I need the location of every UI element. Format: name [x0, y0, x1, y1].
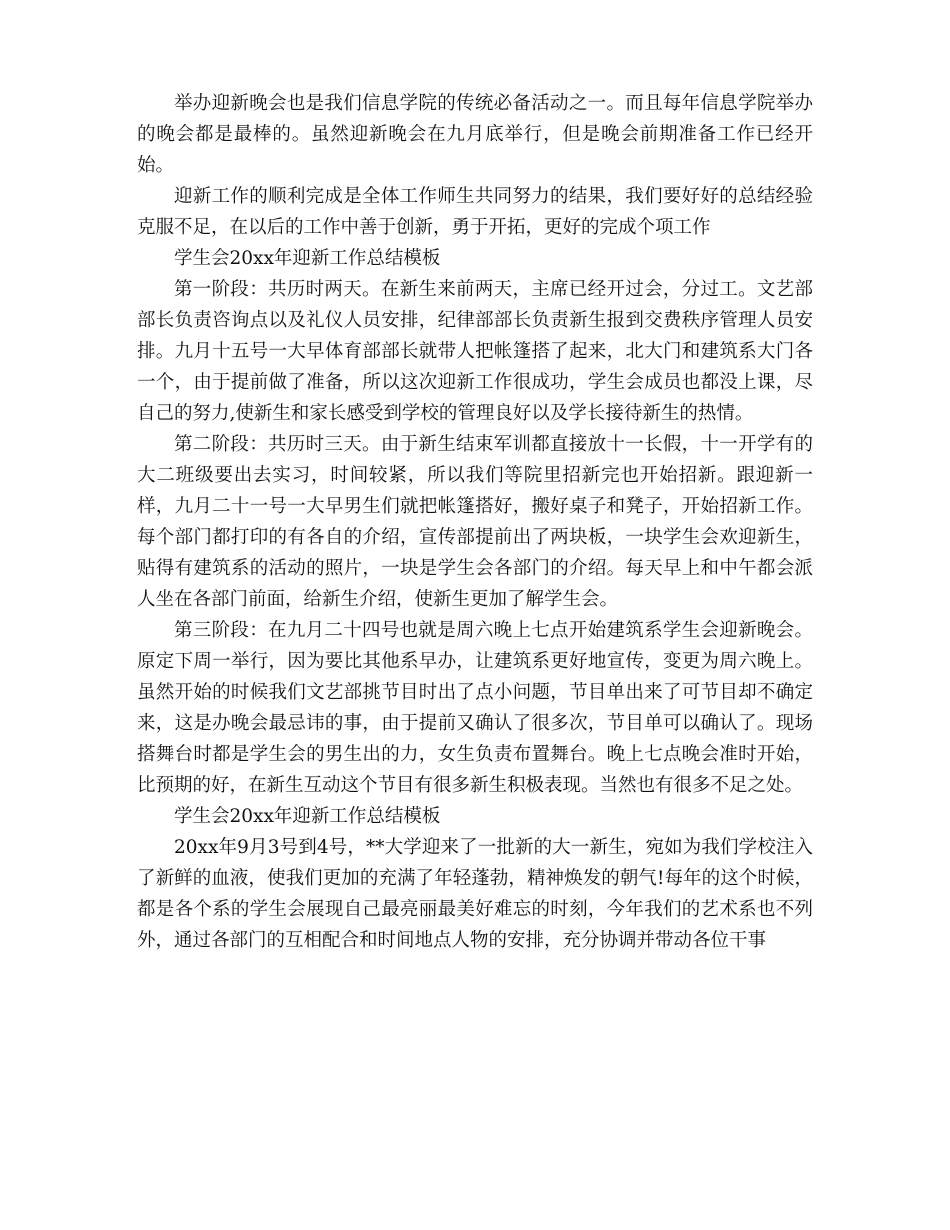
paragraph-new-students: 20xx年9月3号到4号，**大学迎来了一批新的大一新生，宛如为我们学校注入了新鲜的血液，使我们更加的充满了年轻蓬勃，精神焕发的朝气!每年的这个时候，都是各个系的学生会展现自己最亮丽最美好难忘的时刻，今年我们的艺术系也不列外，通过各部门的互相配合和时间地点人物的安排，充分协调并带动各位干事 — [137, 837, 813, 951]
section-heading-1: 学生会20xx年迎新工作总结模板 — [174, 248, 441, 269]
paragraph-welcome-party: 举办迎新晚会也是我们信息学院的传统必备活动之一。而且每年信息学院举办的晚会都是最棒的。虽然迎新晚会在九月底举行，但是晚会前期准备工作已经开始。 — [137, 93, 813, 176]
paragraph-conclusion: 迎新工作的顺利完成是全体工作师生共同努力的结果，我们要好好的总结经验克服不足，在以后的工作中善于创新，勇于开拓，更好的完成个项工作 — [137, 186, 813, 238]
paragraph-stage-three: 第三阶段：在九月二十四号也就是周六晚上七点开始建筑系学生会迎新晚会。原定下周一举行，因为要比其他系早办，让建筑系更好地宣传，变更为周六晚上。虽然开始的时候我们文艺部挑节目时出了点小问题，节目单出来了可节目却不确定来，这是办晚会最忌讳的事，由于提前又确认了很多次，节目单可以确认了。现场搭舞台时都是学生会的男生出的力，女生负责布置舞台。晚上七点晚会准时开始，比预期的好，在新生互动这个节目有很多新生积极表现。当然也有很多不足之处。 — [137, 620, 813, 796]
section-heading-2: 学生会20xx年迎新工作总结模板 — [174, 806, 441, 827]
paragraph-stage-two: 第二阶段：共历时三天。由于新生结束军训都直接放十一长假，十一开学有的大二班级要出去实习，时间较紧，所以我们等院里招新完也开始招新。跟迎新一样，九月二十一号一大早男生们就把帐篷搭好，搬好桌子和凳子，开始招新工作。每个部门都打印的有各自的介绍，宣传部提前出了两块板，一块学生会欢迎新生，贴得有建筑系的活动的照片，一块是学生会各部门的介绍。每天早上和中午都会派人坐在各部门前面，给新生介绍，使新生更加了解学生会。 — [137, 434, 813, 610]
document-body — [137, 88, 813, 956]
paragraph-stage-one: 第一阶段：共历时两天。在新生来前两天，主席已经开过会，分过工。文艺部部长负责咨询点以及礼仪人员安排，纪律部部长负责新生报到交费秩序管理人员安排。九月十五号一大早体育部部长就带人把帐篷搭了起来，北大门和建筑系大门各一个，由于提前做了准备，所以这次迎新工作很成功，学生会成员也都没上课，尽自己的努力,使新生和家长感受到学校的管理良好以及学长接待新生的热情。 — [137, 279, 813, 424]
